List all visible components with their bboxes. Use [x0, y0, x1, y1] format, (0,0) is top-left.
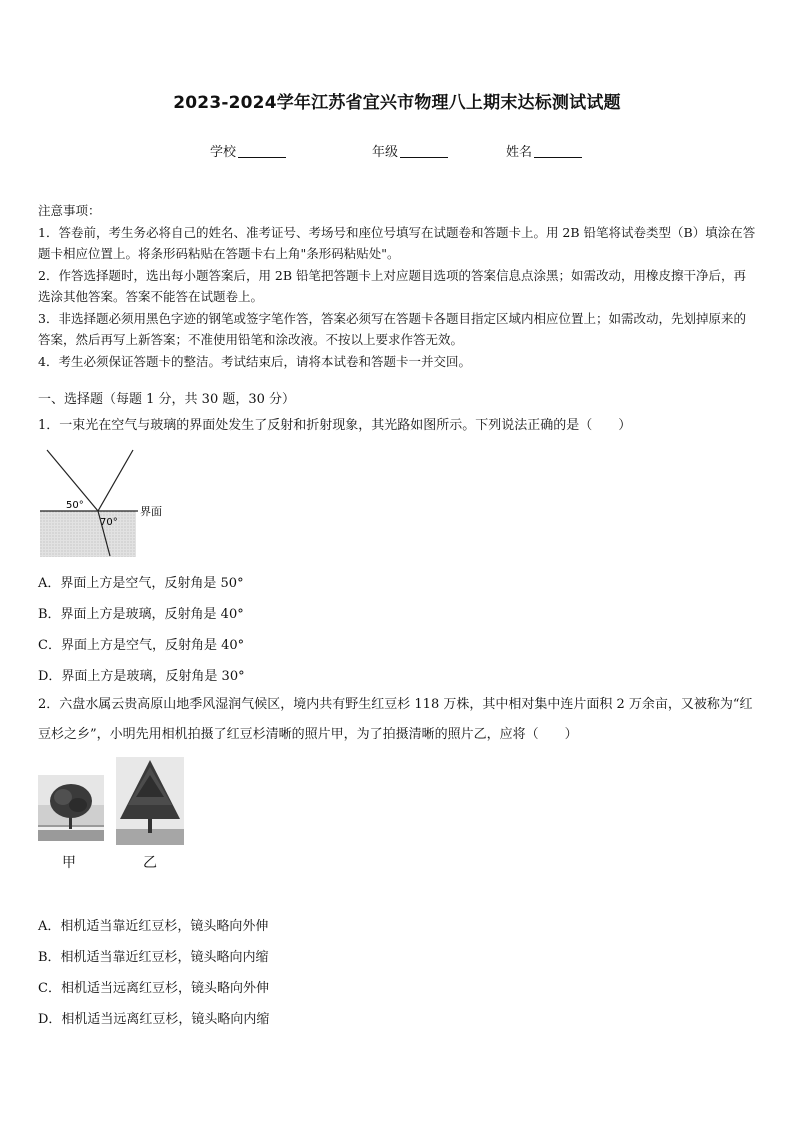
q1-option-d: D．界面上方是玻璃，反射角是 30°	[38, 669, 245, 684]
question-2-stem: 2．六盘水属云贵高原山地季风湿润气候区，境内共有野生红豆杉 118 万株，其中相对集中连片面积 2 万余亩，又被称为“红豆杉之乡”，小明先用相机拍摄了红豆杉清晰的照片甲，为了拍摄清晰的照片乙，应将（ ）	[38, 697, 753, 742]
q1-option-c: C．界面上方是空气，反射角是 40°	[38, 638, 245, 653]
page-title: 2023-2024学年江苏省宜兴市物理八上期末达标测试试题	[173, 93, 621, 113]
reflected-ray	[98, 450, 133, 511]
notice-item-3: 3．非选择题必须用黑色字迹的钢笔或签字笔作答，答案必须写在答题卡各题目指定区域内相应位置上；如需改动，先划掉原来的答案，然后再写上新答案；不准使用铅笔和涂改液。不按以上要求作答无效。	[38, 310, 746, 347]
name-blank	[534, 145, 582, 158]
school-field	[210, 141, 286, 160]
q2-option-b: B．相机适当靠近红豆杉，镜头略向内缩	[38, 950, 269, 965]
photo-yi	[116, 757, 184, 845]
section-title: 一、选择题（每题 1 分，共 30 题，30 分）	[38, 392, 296, 407]
light-path-figure	[40, 445, 180, 557]
grade-label: 年级	[372, 145, 399, 160]
notice-item-2: 2．作答选择题时，选出每小题答案后，用 2B 铅笔把答题卡上对应题目选项的答案信息点涂黑；如需改动，用橡皮擦干净后，再选涂其他答案。答案不能答在试题卷上。	[38, 267, 747, 304]
grade-blank	[400, 145, 448, 158]
photo-jia	[38, 775, 104, 841]
notice-item-4: 4．考生必须保证答题卡的整洁。考试结束后，请将本试卷和答题卡一并交回。	[38, 353, 471, 369]
school-blank	[238, 145, 286, 158]
name-label: 姓名	[506, 145, 533, 160]
q1-option-b: B．界面上方是玻璃，反射角是 40°	[38, 607, 244, 622]
q2-option-a: A．相机适当靠近红豆杉，镜头略向外伸	[38, 919, 269, 934]
notice-item-1: 1．答卷前，考生务必将自己的姓名、准考证号、考场号和座位号填写在试题卷和答题卡上。用 2B 铅笔将试卷类型（B）填涂在答题卡相应位置上。将条形码粘贴在答题卡右上角"条形码粘贴处"。	[38, 224, 756, 261]
notice-block	[38, 200, 758, 372]
interface-label: 界面	[140, 505, 162, 518]
angle-label-left: 50°	[66, 500, 84, 511]
glass-region	[40, 511, 136, 557]
notice-heading: 注意事项：	[38, 203, 101, 218]
grade-field	[372, 141, 448, 160]
photo-jia-label: 甲	[62, 855, 76, 871]
q1-option-a: A．界面上方是空气，反射角是 50°	[38, 576, 244, 591]
q2-option-c: C．相机适当远离红豆杉，镜头略向外伸	[38, 981, 269, 996]
name-field	[506, 141, 582, 160]
school-label: 学校	[210, 145, 237, 160]
q2-option-d: D．相机适当远离红豆杉，镜头略向内缩	[38, 1012, 270, 1027]
angle-label-right: 70°	[100, 517, 118, 528]
photo-yi-label: 乙	[143, 855, 157, 871]
question-1-stem: 1．一束光在空气与玻璃的界面处发生了反射和折射现象，其光路如图所示。下列说法正确的是（ ）	[38, 418, 632, 433]
